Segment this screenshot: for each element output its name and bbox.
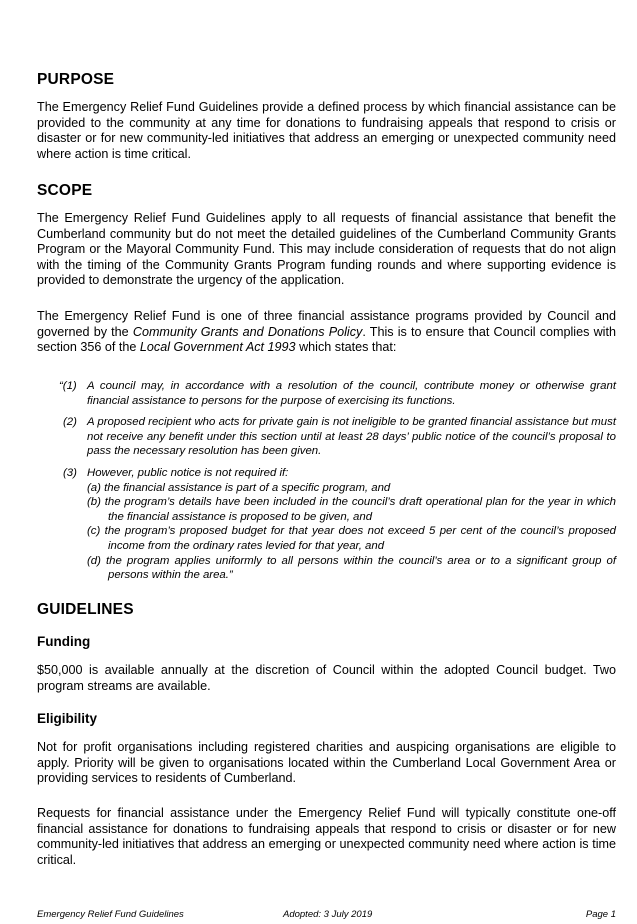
scope-heading: SCOPE	[37, 182, 93, 199]
footer-document-title: Emergency Relief Fund Guidelines	[37, 909, 184, 920]
scope-para2-text-c: . This is to ensure that Council complies with section 356 of the	[37, 324, 616, 355]
quote-sub-c: (c) the program’s proposed budget for that year does not exceed 5 per cent of the council’s proposed income from the ordinary rates levied for that year, and	[87, 525, 616, 552]
eligibility-paragraph-2: Requests for financial assistance under the Emergency Relief Fund will typically constitute one-off financial assistance for donations to fundraising appeals that respond to crisis or disaster or for new community-led initiatives that address an emerging or unexpected community need where action is time critical.	[37, 806, 616, 867]
eligibility-heading: Eligibility	[37, 711, 98, 726]
policy-name: Community Grants and Donations Policy	[132, 324, 363, 339]
act-name: Local Government Act 1993	[139, 340, 296, 355]
scope-paragraph-2	[37, 309, 616, 356]
funding-paragraph: $50,000 is available annually at the discretion of Council within the adopted Council budget. Two program streams are available.	[37, 663, 616, 693]
purpose-heading: PURPOSE	[37, 71, 115, 88]
quote-item-1-number: “(1)	[59, 380, 77, 392]
quote-sub-b: (b) the program’s details have been included in the council’s draft operational plan for the year in which the financial assistance is proposed to be given, and	[87, 496, 616, 523]
footer-page-number: Page 1	[585, 909, 616, 920]
footer-adopted-date: Adopted: 3 July 2019	[283, 909, 373, 920]
quote-item-3-number: (3)	[63, 467, 77, 479]
scope-para2-text-a: The Emergency Relief Fund is one of three financial assistance programs provided by Council and governed by the	[37, 309, 616, 339]
quote-item-1-text: A council may, in accordance with a resolution of the council, contribute money or otherwise grant financial assistance to persons for the purpose of exercising its functions.	[87, 380, 616, 407]
funding-heading: Funding	[37, 634, 91, 649]
scope-para2-text-e: which states that:	[295, 340, 397, 355]
quote-item-2-number: (2)	[63, 416, 77, 428]
scope-paragraph-1: The Emergency Relief Fund Guidelines apply to all requests of financial assistance that benefit the Cumberland community but do not meet the detailed guidelines of the Cumberland Community Grants Program or the Mayoral Community Fund. This may include consideration of requests that do not align with the timing of the Community Grants Program funding rounds and where supporting evidence is provided to demonstrate the urgency of the application.	[37, 211, 616, 288]
eligibility-paragraph-1: Not for profit organisations including registered charities and auspicing organisations are eligible to apply. Priority will be given to organisations located within the Cumberland Local Government Area or providing services to residents of Cumberland.	[37, 740, 616, 786]
purpose-paragraph: The Emergency Relief Fund Guidelines provide a defined process by which financial assistance can be provided to the community at any time for donations to fundraising appeals that respond to crisis or disaster or for new community-led initiatives that address an emerging or unexpected community need where action is time critical.	[37, 100, 616, 161]
quote-sub-a: (a) the financial assistance is part of a specific program, and	[87, 481, 391, 494]
guidelines-heading: GUIDELINES	[37, 601, 134, 618]
quote-item-2-text: A proposed recipient who acts for private gain is not ineligible to be granted financial assistance but must not receive any benefit under this section until at least 28 days’ public notice of the council’s proposal to pass the necessary resolution has been given.	[87, 416, 616, 458]
quote-sub-d: (d) the program applies uniformly to all persons within the council’s area or to a significant group of persons within the area.”	[87, 554, 616, 582]
quote-item-3-text: However, public notice is not required if:	[87, 467, 289, 479]
